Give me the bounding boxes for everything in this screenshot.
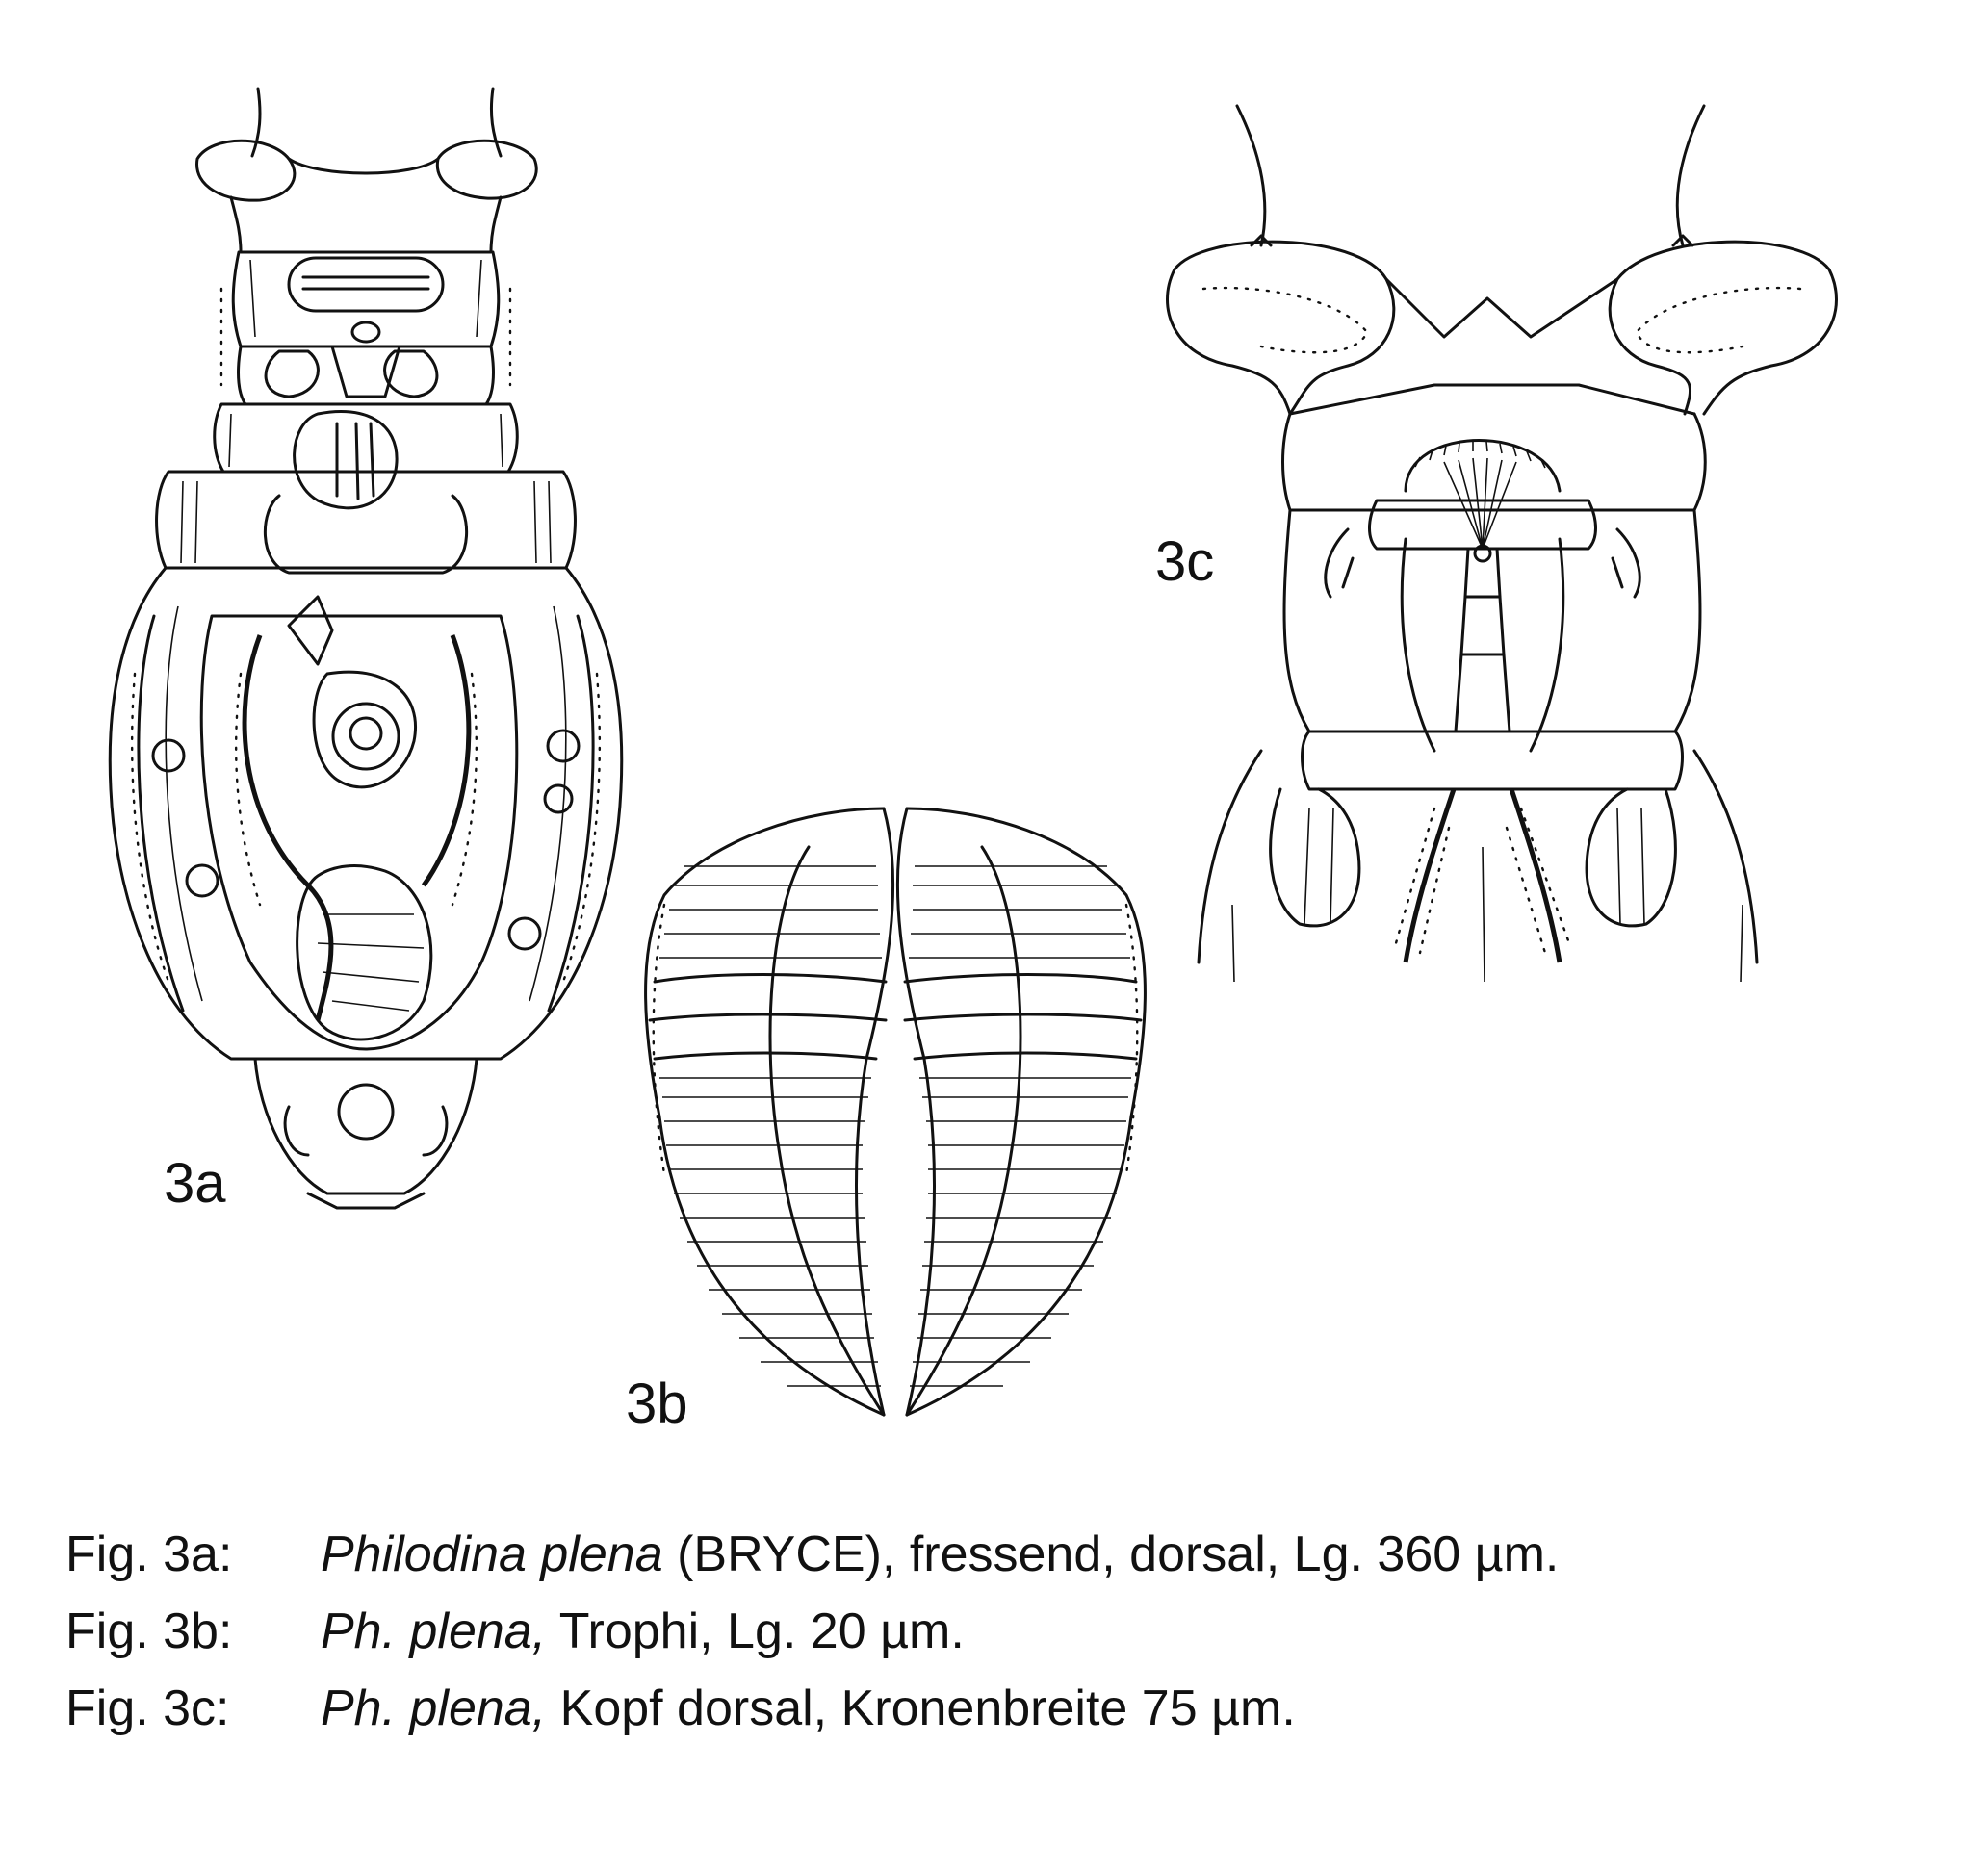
- head-body-3c: [1284, 510, 1700, 751]
- figure-label-3b: 3b: [626, 1373, 688, 1435]
- figure-captions: [65, 1516, 1952, 1747]
- antenna-lines-3c: [1237, 106, 1704, 245]
- neck-segments-3a: [157, 404, 576, 573]
- corona-lobes-3c: [1168, 242, 1837, 510]
- caption-figure-number: Fig. 3a:: [65, 1527, 233, 1582]
- mouth-and-cilia-3c: [1370, 441, 1596, 550]
- caption-species: Ph. plena,: [321, 1681, 547, 1736]
- trunk-3a: [110, 568, 622, 1059]
- figure-3c-drawing: [1117, 77, 1964, 1001]
- figure-3b-drawing: [616, 789, 1175, 1444]
- caption-species: Ph. plena,: [321, 1604, 547, 1659]
- antenna-lines-3a: [252, 89, 501, 156]
- caption-text: (BRYCE), fressend, dorsal, Lg. 360 µm.: [662, 1527, 1560, 1582]
- figure-3a-drawing: [0, 0, 674, 1251]
- caption-text: Trophi, Lg. 20 µm.: [546, 1604, 965, 1659]
- caption-line-3c: [65, 1670, 1952, 1747]
- trophi-left-half: [646, 808, 893, 1415]
- caption-figure-number: Fig. 3b:: [65, 1604, 233, 1659]
- figure-label-3a: 3a: [164, 1152, 226, 1215]
- neck-segments-3c: [1199, 731, 1757, 982]
- head-region-3a: [233, 252, 499, 404]
- caption-species: Philodina plena: [321, 1527, 663, 1582]
- corona-lobes-3a: [197, 141, 537, 252]
- trophi-right-half: [897, 808, 1145, 1415]
- caption-line-3a: [65, 1516, 1952, 1593]
- figure-label-3c: 3c: [1155, 530, 1215, 593]
- foot-3a: [255, 1059, 477, 1208]
- caption-figure-number: Fig. 3c:: [65, 1681, 230, 1736]
- caption-text: Kopf dorsal, Kronenbreite 75 µm.: [546, 1681, 1296, 1736]
- stippling-3a: [132, 289, 600, 982]
- caption-line-3b: [65, 1593, 1952, 1670]
